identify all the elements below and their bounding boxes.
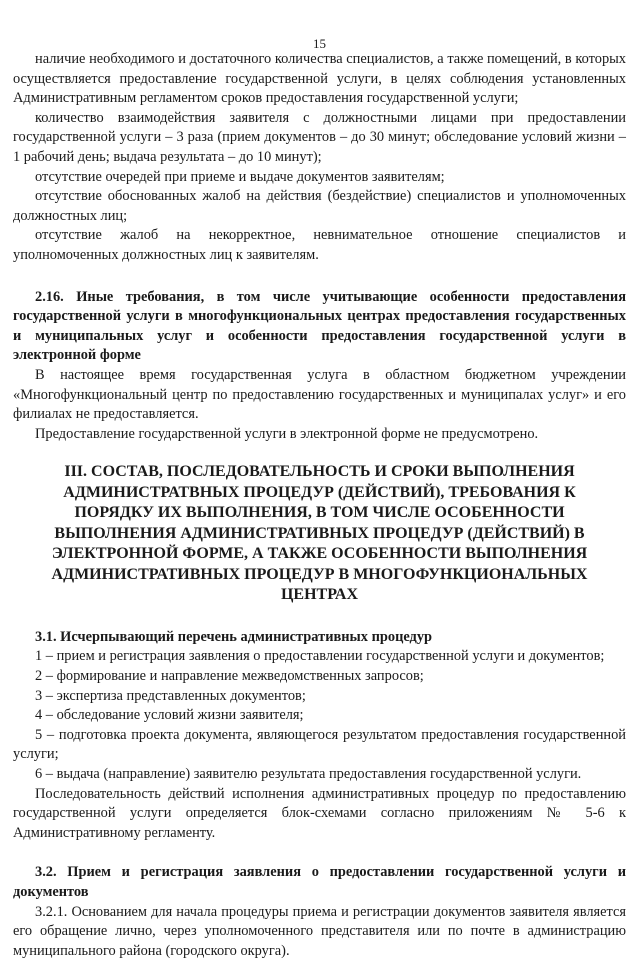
paragraph: количество взаимодействия заявителя с должностными лицами при предоставлении государственной услуги – 3 раза (прием документов – до 30 минут; обследование условий жизни – 1 рабочий день; выдача результата – до 10 минут); xyxy=(13,109,626,168)
list-item: 1 – прием и регистрация заявления о предоставлении государственной услуги и документов; xyxy=(13,647,626,667)
paragraph: В настоящее время государственная услуга в областном бюджетном учреждении «Многофункциональный центр по предоставлению государственных и муниципалах услуг» и его филиалах не предоставляется. xyxy=(13,366,626,425)
paragraph: отсутствие очередей при приеме и выдаче документов заявителям; xyxy=(13,168,626,188)
section-heading-2-16: 2.16. Иные требования, в том числе учитывающие особенности предоставления государственной услуги в многофункциональных центрах предоставления государственных и муниципальных услуг и особенности предоставления государственной услуги в электронной форме xyxy=(13,288,626,366)
paragraph: 3.2.1. Основанием для начала процедуры приема и регистрации документов заявителя является его обращение лично, через уполномоченного представителя или по почте в администрацию муниципального района (городского округа). xyxy=(13,903,626,961)
document-body xyxy=(13,50,626,961)
paragraph: Предоставление государственной услуги в электронной форме не предусмотрено. xyxy=(13,425,626,445)
list-item: 5 – подготовка проекта документа, являющегося результатом предоставления государственной услуги; xyxy=(13,726,626,765)
paragraph: отсутствие обоснованных жалоб на действия (бездействие) специалистов и уполномоченных должностных лиц; xyxy=(13,187,626,226)
paragraph: Последовательность действий исполнения административных процедур по предоставлению государственной услуги определяется блок-схемами согласно приложениям № 5-6 к Административному регламенту. xyxy=(13,785,626,844)
section-heading-3-1: 3.1. Исчерпывающий перечень административных процедур xyxy=(13,628,626,648)
list-item: 6 – выдача (направление) заявителю результата предоставления государственной услуги. xyxy=(13,765,626,785)
paragraph: наличие необходимого и достаточного количества специалистов, а также помещений, в которых осуществляется предоставление государственной услуги, в целях соблюдения установленных Административным регламентом сроков предоставления государственной услуги; xyxy=(13,50,626,109)
page-number: 15 xyxy=(0,34,639,54)
list-item: 4 – обследование условий жизни заявителя; xyxy=(13,706,626,726)
chapter-3-title: III. СОСТАВ, ПОСЛЕДОВАТЕЛЬНОСТЬ И СРОКИ ВЫПОЛНЕНИЯ АДМИНИСТРАТВНЫХ ПРОЦЕДУР (ДЕЙСТВИЙ), ТРЕБОВАНИЯ К ПОРЯДКУ ИХ ВЫПОЛНЕНИЯ, В ТОМ ЧИСЛЕ ОСОБЕННОСТИ ВЫПОЛНЕНИЯ АДМИНИСТРАТИВНЫХ ПРОЦЕДУР (ДЕЙСТВИЙ) В ЭЛЕКТРОННОЙ ФОРМЕ, А ТАКЖЕ ОСОБЕННОСТИ ВЫПОЛНЕНИЯ АДМИНИСТРАТИВНЫХ ПРОЦЕДУР В МНОГОФУНКЦИОНАЛЬНЫХ ЦЕНТРАХ xyxy=(13,462,626,606)
section-heading-3-2: 3.2. Прием и регистрация заявления о предоставлении государственной услуги и документов xyxy=(13,863,626,902)
paragraph: отсутствие жалоб на некорректное, невнимательное отношение специалистов и уполномоченных должностных лиц к заявителям. xyxy=(13,226,626,265)
list-item: 2 – формирование и направление межведомственных запросов; xyxy=(13,667,626,687)
list-item: 3 – экспертиза представленных документов; xyxy=(13,687,626,707)
